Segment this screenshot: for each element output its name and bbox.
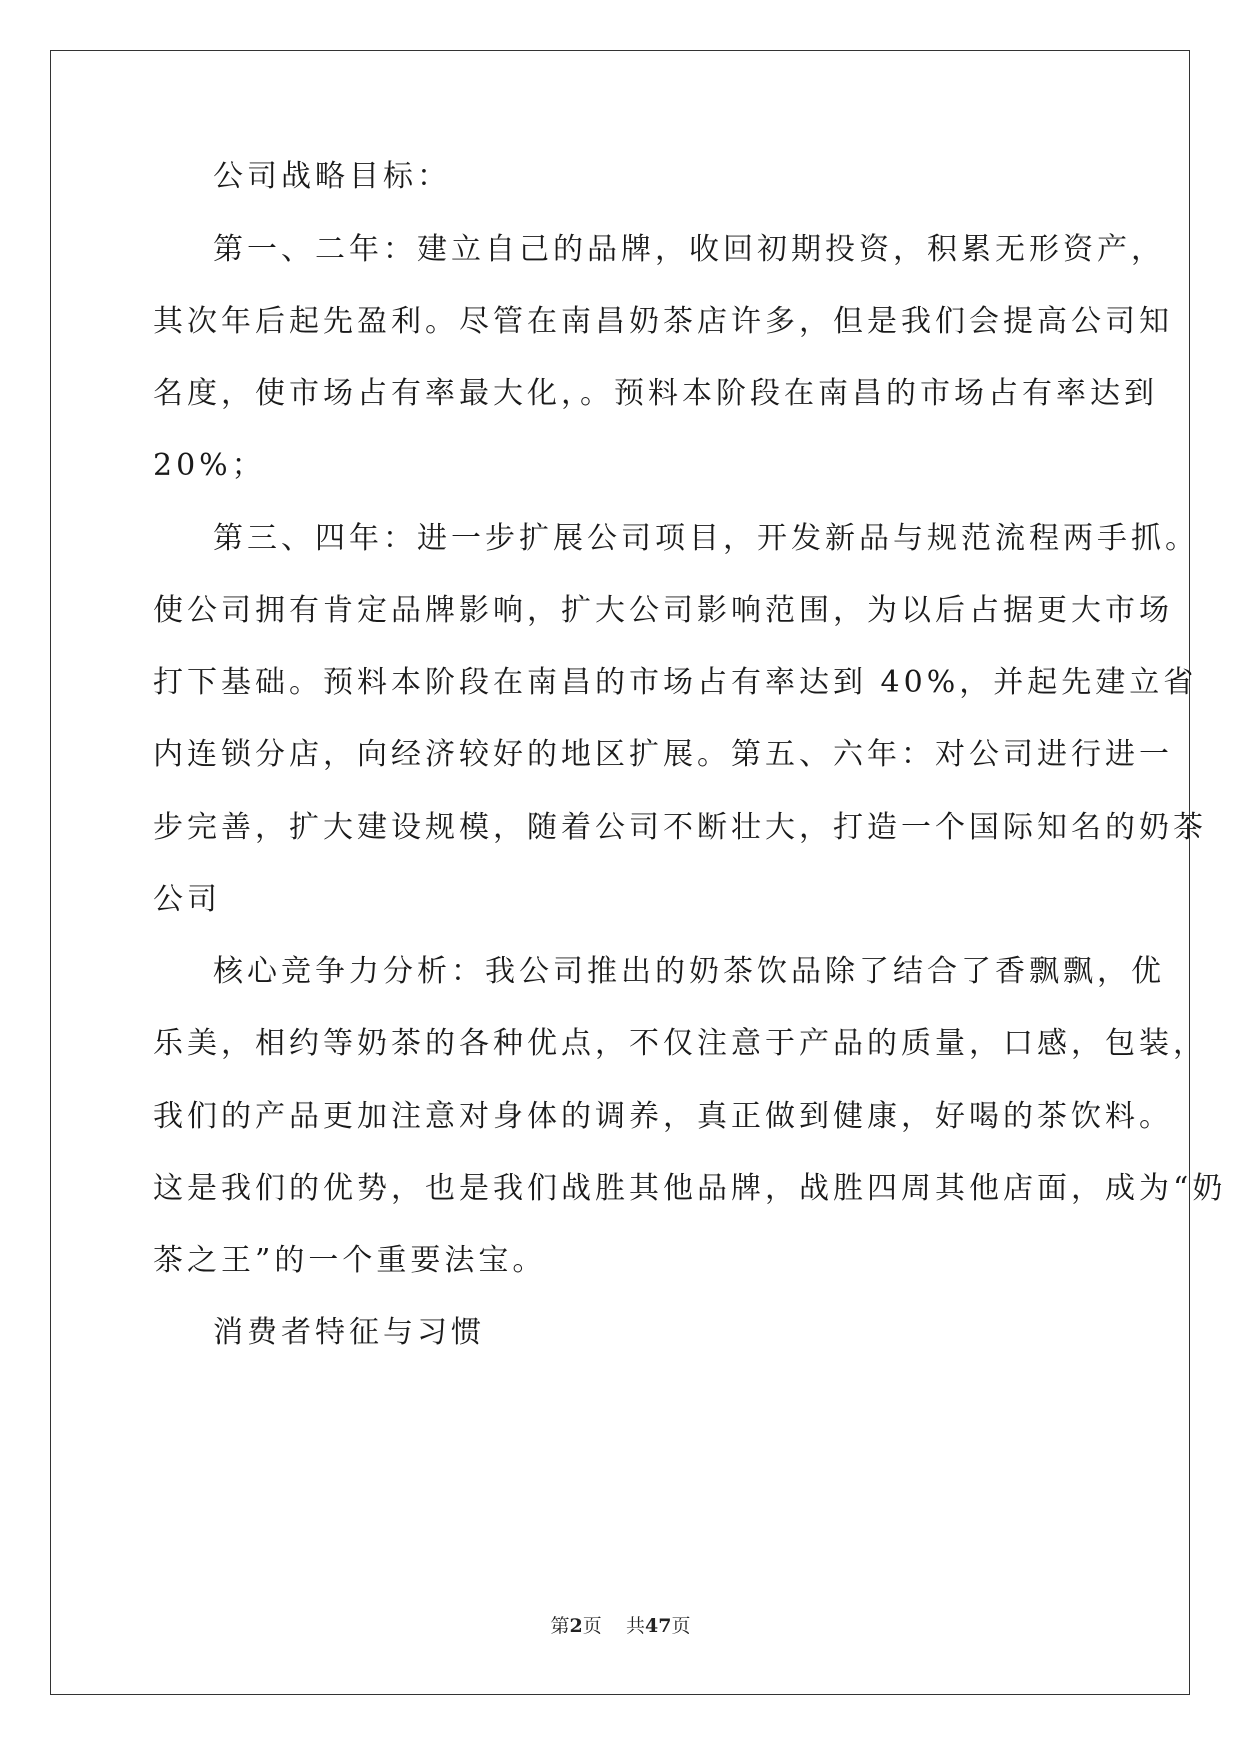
text-line: 第三、四年：进一步扩展公司项目，开发新品与规范流程两手抓。 [213,521,1199,556]
page-footer [0,1614,1241,1638]
text-line: 使公司拥有肯定品牌影响，扩大公司影响范围，为以后占据更大市场 [153,593,1173,628]
text-line: 名度，使市场占有率最大化，。预料本阶段在南昌的市场占有率达到 [153,376,1158,411]
text-line: 公司 [153,882,221,917]
text-line: 我们的产品更加注意对身体的调养，真正做到健康，好喝的茶饮料。 [153,1099,1173,1134]
text-line: 内连锁分店，向经济较好的地区扩展。第五、六年：对公司进行进一 [153,737,1173,772]
text-line: 步完善，扩大建设规模，随着公司不断壮大，打造一个国际知名的奶茶 [153,810,1207,845]
text-line: 乐美，相约等奶茶的各种优点，不仅注意于产品的质量，口感，包装， [153,1026,1207,1061]
footer-total-pages: 47 [644,1615,672,1637]
text-line: 核心竞争力分析：我公司推出的奶茶饮品除了结合了香飘飘，优 [213,954,1165,989]
text-line: 茶之王”的一个重要法宝。 [153,1243,547,1278]
footer-page-prefix: 第 [550,1615,570,1637]
footer-total-prefix: 共 [625,1615,645,1637]
text-line: 20%； [153,448,266,483]
text-line: 其次年后起先盈利。尽管在南昌奶茶店许多，但是我们会提高公司知 [153,304,1173,339]
text-line: 第一、二年：建立自己的品牌，收回初期投资，积累无形资产， [213,232,1165,267]
text-line: 这是我们的优势，也是我们战胜其他品牌，战胜四周其他店面，成为“奶 [153,1171,1227,1206]
footer-page-suffix: 页 [582,1615,602,1637]
page-border [50,50,1190,1695]
footer-page-number: 2 [569,1615,583,1637]
footer-total-suffix: 页 [671,1615,691,1637]
heading-consumer: 消费者特征与习惯 [213,1315,485,1350]
text-line: 打下基础。预料本阶段在南昌的市场占有率达到 40%，并起先建立省 [153,665,1198,700]
heading-strategy: 公司战略目标： [213,159,451,194]
